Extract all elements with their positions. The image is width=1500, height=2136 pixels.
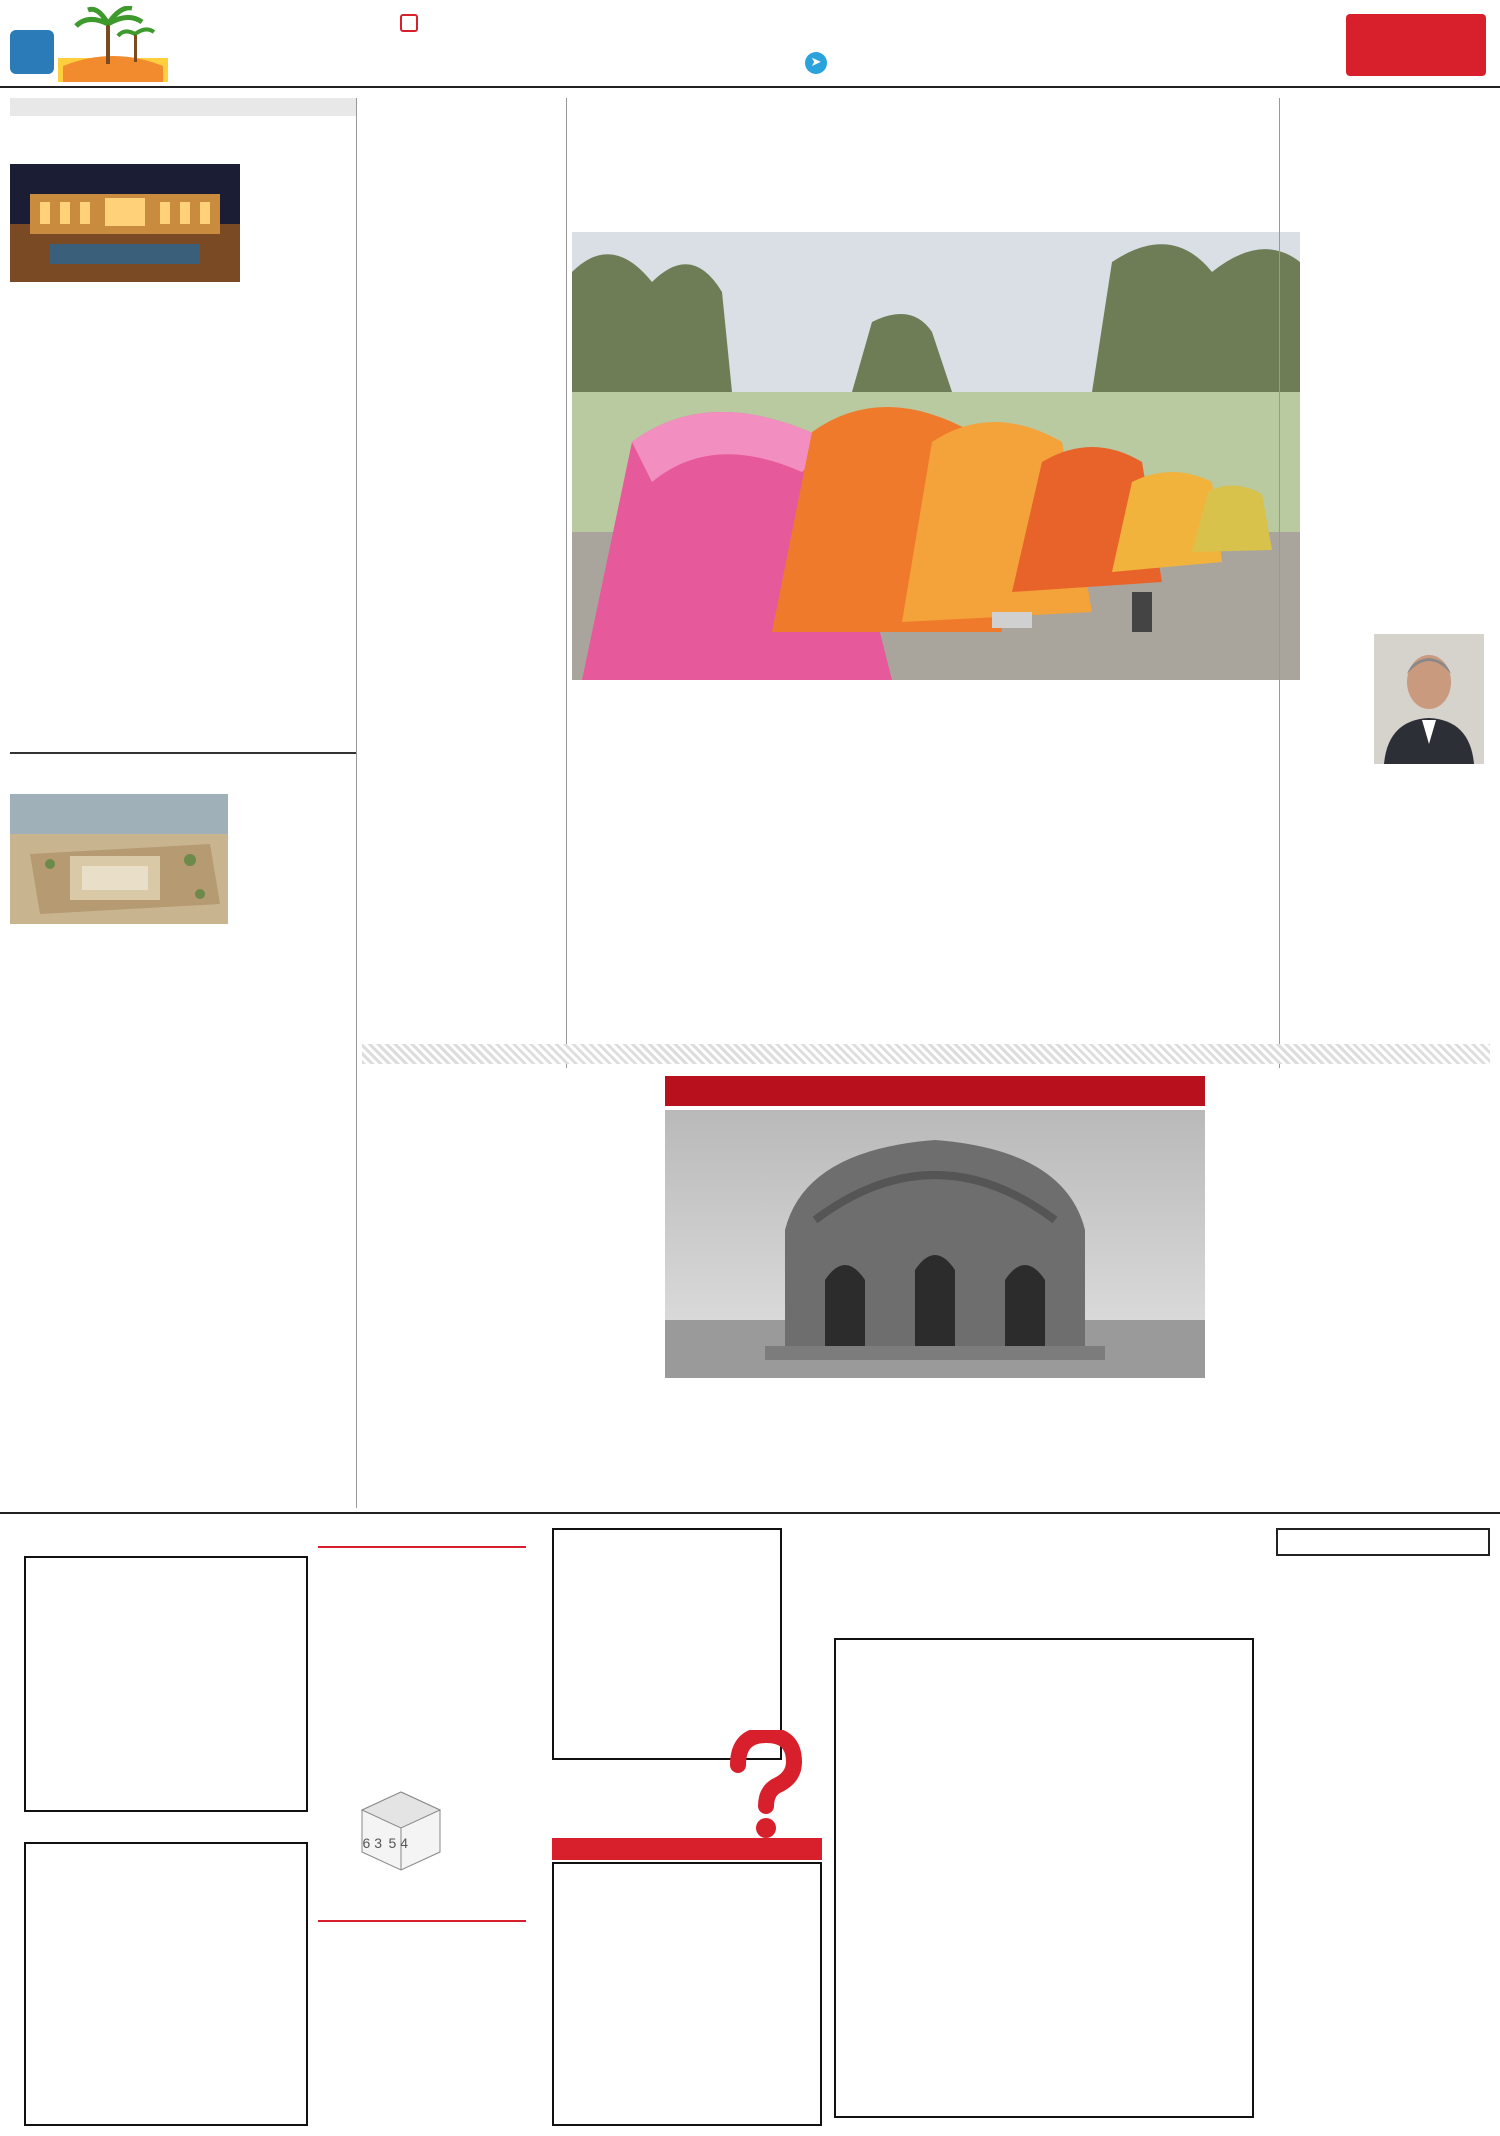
sudoku-easy-grid[interactable] xyxy=(24,1556,308,1812)
crossword-misc-clues xyxy=(824,1534,1264,1610)
sudoku-easy-title xyxy=(318,1546,526,1548)
palm-beach-icon xyxy=(58,6,168,82)
answers-grid xyxy=(552,1862,822,2126)
news-tag xyxy=(10,98,356,116)
sudoku-cube-icon xyxy=(358,1788,444,1874)
svg-text:4 5: 4 5 xyxy=(388,1835,408,1851)
page-number xyxy=(10,30,54,74)
story2-body xyxy=(10,794,356,1508)
portrait-column xyxy=(1288,770,1488,1070)
separator-band xyxy=(362,1044,1490,1064)
puzzle-divider xyxy=(0,1512,1500,1514)
photo-spacer xyxy=(10,164,246,286)
crossword-column-numbers xyxy=(834,1616,1254,1634)
sudoku-info xyxy=(318,1528,526,2128)
sudoku-hard-title xyxy=(318,1920,526,1922)
column-divider xyxy=(1279,98,1280,1068)
story1-body xyxy=(10,164,356,744)
email-icon xyxy=(400,14,418,32)
lead-column-b xyxy=(752,690,1002,1060)
parking-col-left xyxy=(362,1076,658,1508)
svg-text:3 6: 3 6 xyxy=(362,1835,382,1851)
lead-column-a xyxy=(1010,690,1268,1060)
telegram-icon[interactable]: ➤ xyxy=(805,52,827,74)
historic-building-photo[interactable] xyxy=(665,1110,1205,1378)
easy-solution-grid xyxy=(552,1528,782,1760)
crossword-row-numbers xyxy=(1256,1638,1276,2118)
newspaper-logo[interactable] xyxy=(1346,14,1486,76)
photo-spacer xyxy=(10,794,234,928)
lead-intro-column xyxy=(1288,98,1488,658)
parking-col-mid-left xyxy=(665,1382,930,1508)
masthead xyxy=(0,0,1500,88)
column-divider xyxy=(356,98,357,1508)
story-divider xyxy=(10,752,356,754)
question-mark-icon xyxy=(718,1730,808,1840)
puzzles-section xyxy=(0,1520,1500,2136)
parking-col-mid-right xyxy=(940,1382,1205,1508)
column-divider xyxy=(566,98,567,1068)
crossword-clues xyxy=(1276,1564,1490,2124)
crossword-grid[interactable] xyxy=(834,1638,1254,2118)
parking-story-title[interactable] xyxy=(665,1076,1205,1106)
crossword-title xyxy=(1276,1528,1490,1556)
lead-column-left xyxy=(362,98,562,1058)
parking-col-right xyxy=(1212,1076,1490,1508)
sudoku-hard-grid[interactable] xyxy=(24,1842,308,2126)
lead-column-c xyxy=(572,690,744,1060)
camp-tents-photo[interactable] xyxy=(572,232,1300,680)
answers-title xyxy=(552,1838,822,1860)
portrait-photo[interactable] xyxy=(1374,634,1484,764)
